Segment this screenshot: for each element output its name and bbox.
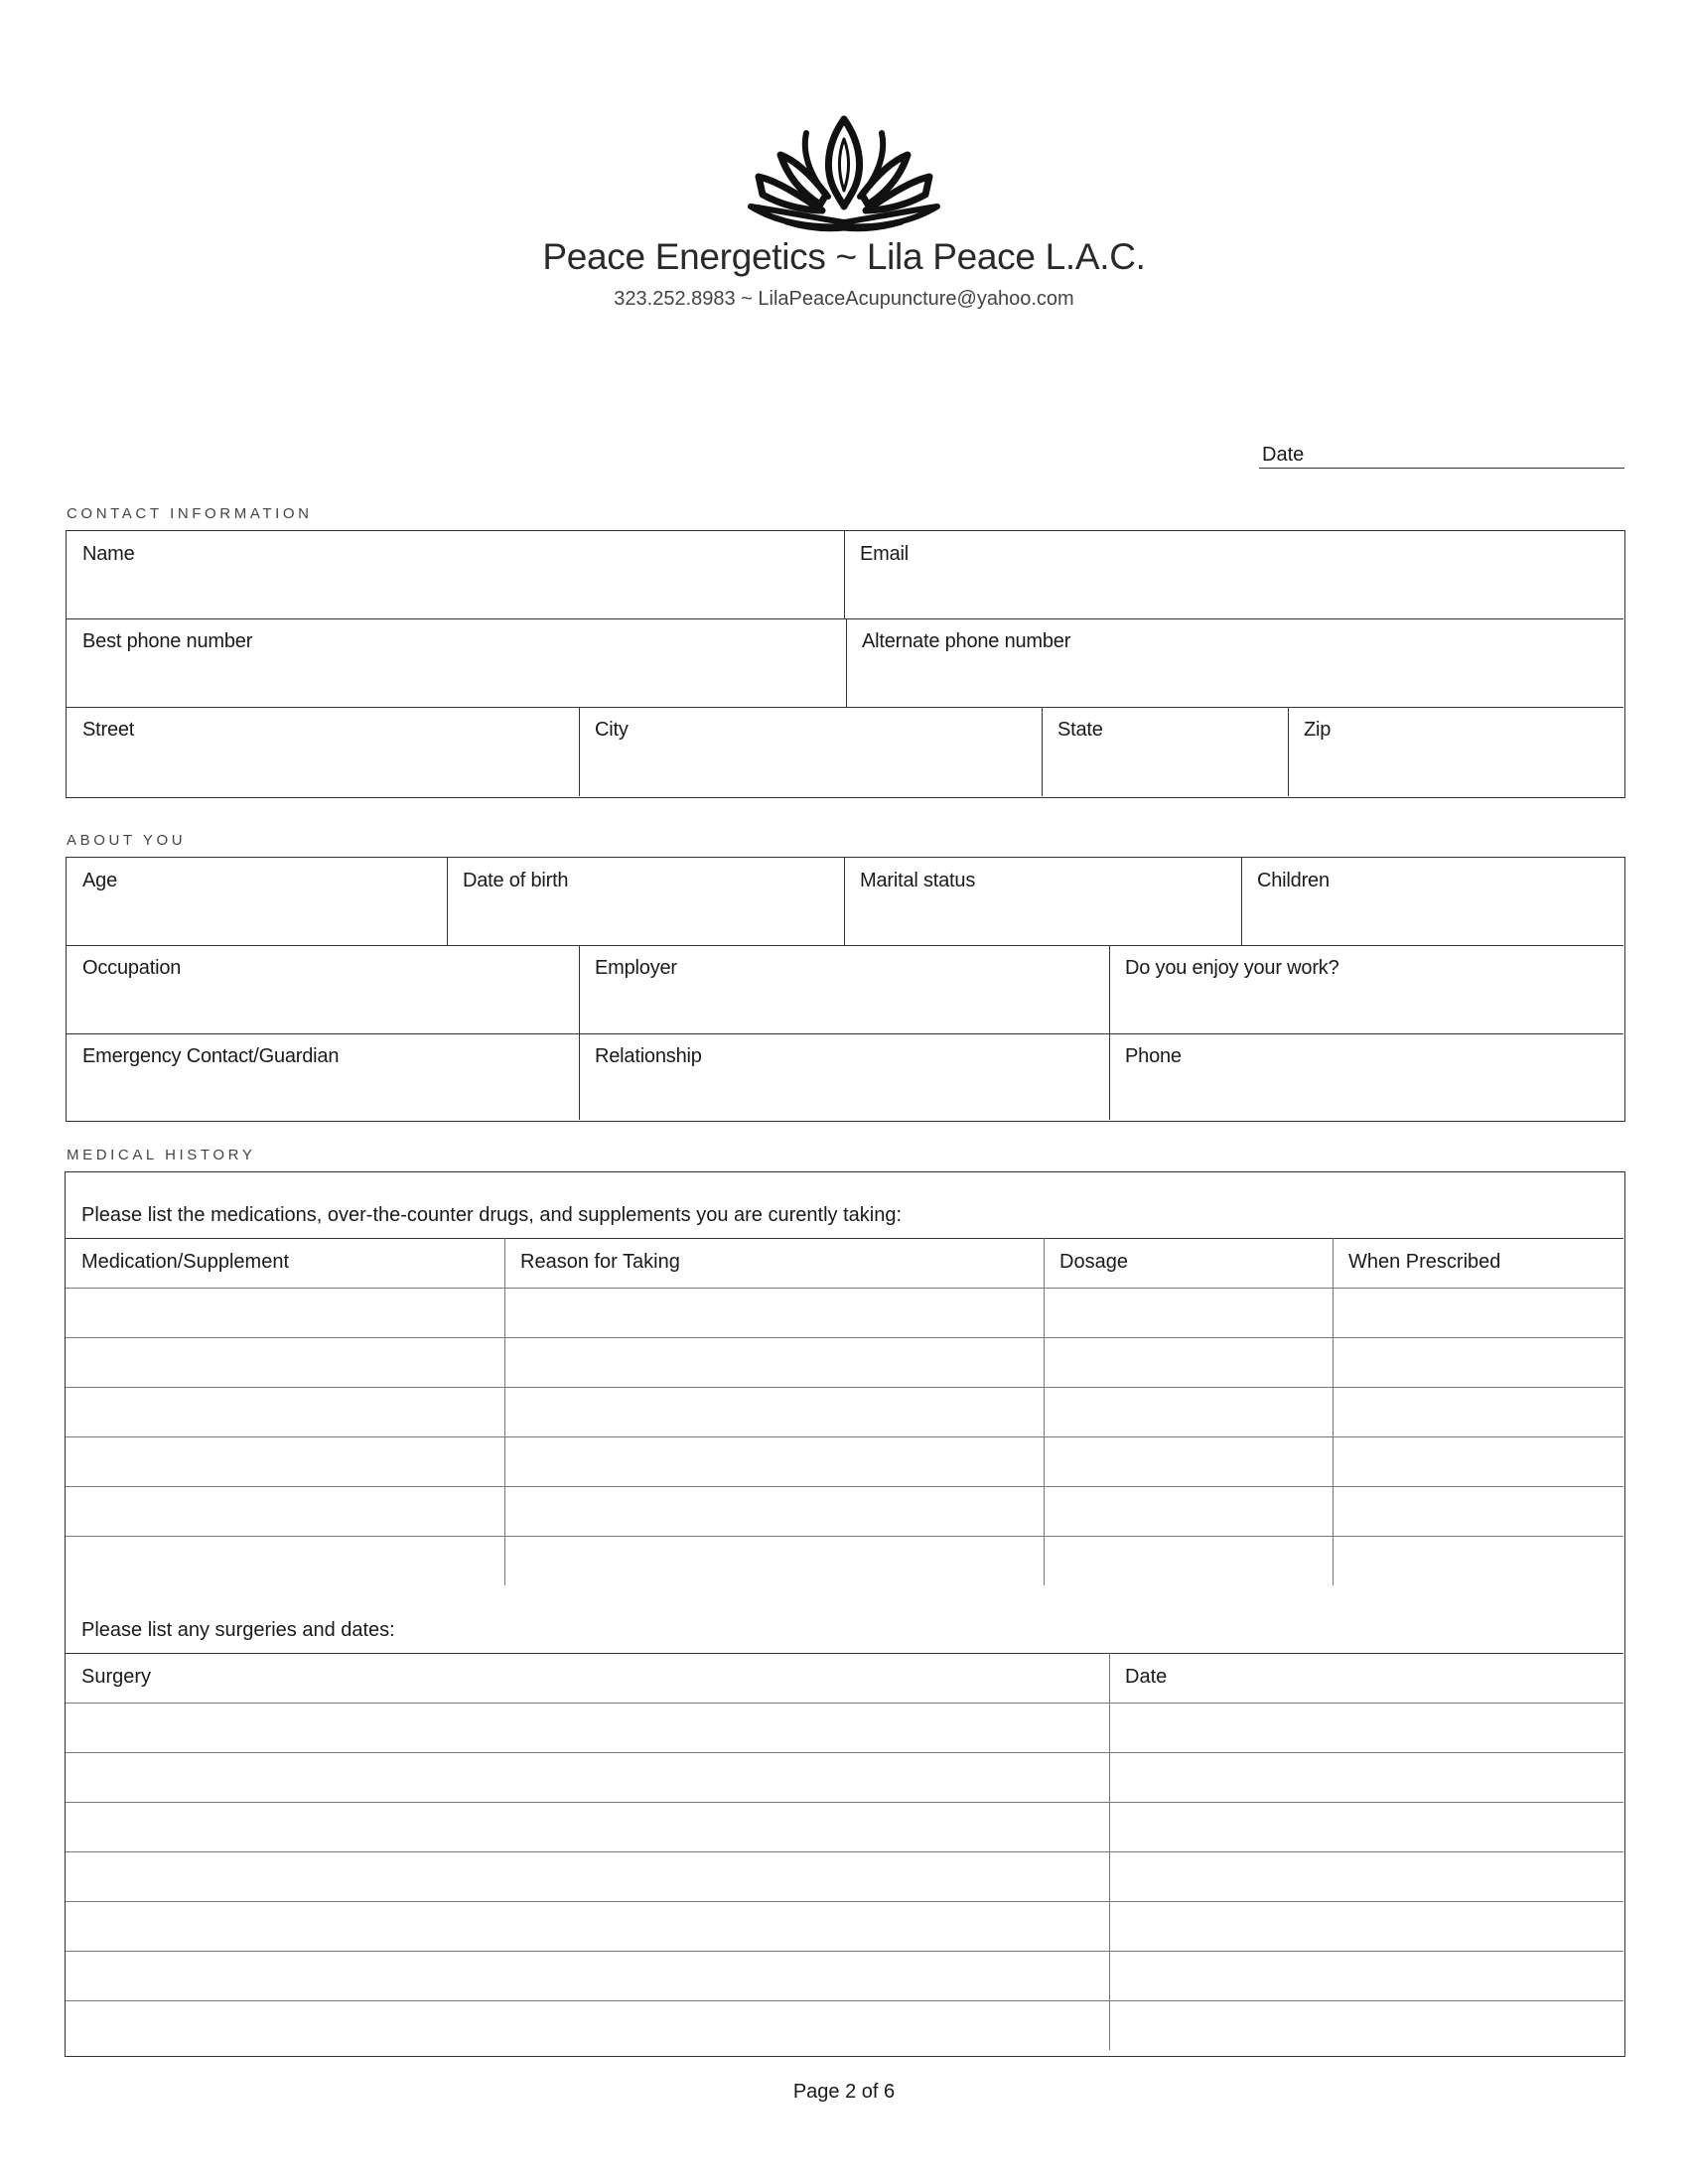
medication-row [1044,1288,1333,1337]
city-field[interactable] [593,749,1028,786]
medication-reason-for-taking-field[interactable] [504,1436,1044,1486]
relationship-label: Relationship [595,1045,702,1067]
about-section-title: ABOUT YOU [67,832,187,849]
surgery-row [66,1703,1109,1752]
medication-row [1044,1436,1333,1486]
surgery-surgery-field[interactable] [66,1901,1109,1951]
phone-label: Phone [1125,1045,1182,1067]
medication-reason-for-taking-field[interactable] [504,1288,1044,1337]
alt-phone-field[interactable] [860,660,1610,698]
name-field[interactable] [80,573,830,611]
children-label: Children [1257,870,1330,891]
surgery-surgery-field[interactable] [66,1851,1109,1901]
surgery-date-field[interactable] [1109,1752,1623,1802]
medication-row [1333,1288,1623,1337]
name-label: Name [82,543,135,565]
surgery-row [1109,1951,1623,2000]
date-field[interactable] [1259,468,1624,469]
medication-row [66,1536,504,1585]
medical-section-title: MEDICAL HISTORY [67,1147,256,1163]
phone-field[interactable] [1123,1075,1610,1113]
surgery-surgery-field[interactable] [66,1752,1109,1802]
medication-when-prescribed-field[interactable] [1333,1387,1623,1436]
medication-when-prescribed-field[interactable] [1333,1536,1623,1585]
medication-when-prescribed-field[interactable] [1333,1486,1623,1536]
surgery-row [1109,1802,1623,1851]
date-label: Date [1262,444,1305,466]
medication-medication-supplement-field[interactable] [66,1337,504,1387]
medication-reason-for-taking-field[interactable] [504,1387,1044,1436]
medication-row [504,1337,1044,1387]
state-cell [1042,707,1288,796]
surgery-row [66,1901,1109,1951]
medication-when-prescribed-field[interactable] [1333,1337,1623,1387]
surgery-header-date: Date [1125,1666,1168,1688]
surgery-row [66,1802,1109,1851]
age-cell [67,858,447,945]
surgeries-prompt: Please list any surgeries and dates: [81,1619,395,1641]
surgery-row [1109,1901,1623,1951]
surgery-row [66,1752,1109,1802]
children-cell [1241,858,1623,945]
phone-cell [1109,1033,1623,1120]
dob-cell [447,858,844,945]
medication-row [1333,1486,1623,1536]
marital-field[interactable] [858,899,1227,937]
name-cell [67,531,844,618]
medication-reason-for-taking-field[interactable] [504,1337,1044,1387]
medication-row [1333,1536,1623,1585]
state-field[interactable] [1055,749,1274,786]
medication-row [504,1436,1044,1486]
zip-label: Zip [1304,719,1332,741]
medication-dosage-field[interactable] [1044,1536,1333,1585]
medical-history-box [65,1171,1625,2057]
surgery-row [1109,1851,1623,1901]
marital-label: Marital status [860,870,976,891]
enjoy-work-label: Do you enjoy your work? [1125,957,1339,979]
dob-field[interactable] [461,899,830,937]
medication-medication-supplement-field[interactable] [66,1536,504,1585]
medication-reason-for-taking-field[interactable] [504,1536,1044,1585]
best-phone-field[interactable] [80,660,832,698]
medication-row [66,1288,504,1337]
surgery-date-field[interactable] [1109,1703,1623,1752]
surgery-date-field[interactable] [1109,1901,1623,1951]
medication-header-reason-for-taking: Reason for Taking [520,1251,680,1273]
contact-section-title: CONTACT INFORMATION [67,505,313,522]
medication-header-when-prescribed: When Prescribed [1348,1251,1501,1273]
relationship-field[interactable] [593,1075,1095,1113]
medication-row [66,1337,504,1387]
contact-information-box [66,530,1625,798]
employer-cell [579,945,1109,1033]
medication-medication-supplement-field[interactable] [66,1288,504,1337]
medication-row [1044,1536,1333,1585]
emergency-field[interactable] [80,1075,565,1113]
city-label: City [595,719,629,741]
medication-row [504,1536,1044,1585]
medication-medication-supplement-field[interactable] [66,1486,504,1536]
surgery-header-surgery: Surgery [81,1666,152,1688]
medication-row [504,1288,1044,1337]
age-label: Age [82,870,117,891]
lotus-flower-icon [747,111,941,232]
age-field[interactable] [80,899,433,937]
medication-dosage-field[interactable] [1044,1337,1333,1387]
medication-row [1044,1387,1333,1436]
surgery-surgery-field[interactable] [66,1951,1109,2000]
medication-header-dosage: Dosage [1059,1251,1128,1273]
surgery-row [1109,2000,1623,2050]
medication-dosage-field[interactable] [1044,1387,1333,1436]
practice-title: Peace Energetics ~ Lila Peace L.A.C. [542,236,1146,277]
children-field[interactable] [1255,899,1610,937]
enjoy-work-cell [1109,945,1623,1033]
surgery-row [1109,1752,1623,1802]
street-field[interactable] [80,749,565,786]
best-phone-label: Best phone number [82,630,253,652]
medication-when-prescribed-field[interactable] [1333,1288,1623,1337]
medication-row [1333,1436,1623,1486]
surgery-date-field[interactable] [1109,1951,1623,2000]
medication-row [1044,1486,1333,1536]
email-cell [844,531,1623,618]
medication-row [504,1486,1044,1536]
surgery-row [66,1951,1109,2000]
relationship-cell [579,1033,1109,1120]
city-cell [579,707,1042,796]
medication-row [504,1387,1044,1436]
enjoy-work-field[interactable] [1123,987,1610,1024]
dob-label: Date of birth [463,870,569,891]
practice-contact-line: 323.252.8983 ~ LilaPeaceAcupuncture@yahoo.com [614,288,1074,310]
medication-header-medication-supplement: Medication/Supplement [81,1251,290,1273]
zip-cell [1288,707,1623,796]
surgery-surgery-field[interactable] [66,2000,1109,2050]
surgery-row [66,1851,1109,1901]
best-phone-cell [67,618,846,707]
alt-phone-cell [846,618,1623,707]
street-cell [67,707,579,796]
employer-label: Employer [595,957,677,979]
about-you-box [66,857,1625,1122]
medication-medication-supplement-field[interactable] [66,1387,504,1436]
medication-row [66,1436,504,1486]
medication-row [1044,1337,1333,1387]
medication-row [1333,1387,1623,1436]
occupation-field[interactable] [80,987,565,1024]
email-label: Email [860,543,910,565]
medication-dosage-field[interactable] [1044,1486,1333,1536]
medication-reason-for-taking-field[interactable] [504,1486,1044,1536]
surgery-row [66,2000,1109,2050]
medication-medication-supplement-field[interactable] [66,1436,504,1486]
state-label: State [1057,719,1103,741]
email-field[interactable] [858,573,1610,611]
street-label: Street [82,719,135,741]
marital-cell [844,858,1241,945]
surgery-date-field[interactable] [1109,1851,1623,1901]
medication-row [66,1387,504,1436]
employer-field[interactable] [593,987,1095,1024]
surgery-surgery-field[interactable] [66,1703,1109,1752]
medication-row [66,1486,504,1536]
medication-when-prescribed-field[interactable] [1333,1436,1623,1486]
occupation-label: Occupation [82,957,182,979]
surgery-date-field[interactable] [1109,2000,1623,2050]
medication-dosage-field[interactable] [1044,1436,1333,1486]
medication-dosage-field[interactable] [1044,1288,1333,1337]
surgery-surgery-field[interactable] [66,1802,1109,1851]
surgery-row [1109,1703,1623,1752]
alt-phone-label: Alternate phone number [862,630,1071,652]
occupation-cell [67,945,579,1033]
medications-prompt: Please list the medications, over-the-counter drugs, and supplements you are curently taking: [81,1204,902,1226]
emergency-cell [67,1033,579,1120]
surgery-date-field[interactable] [1109,1802,1623,1851]
page-number: Page 2 of 6 [792,2081,896,2103]
medication-row [1333,1337,1623,1387]
emergency-label: Emergency Contact/Guardian [82,1045,340,1067]
zip-field[interactable] [1302,749,1610,786]
